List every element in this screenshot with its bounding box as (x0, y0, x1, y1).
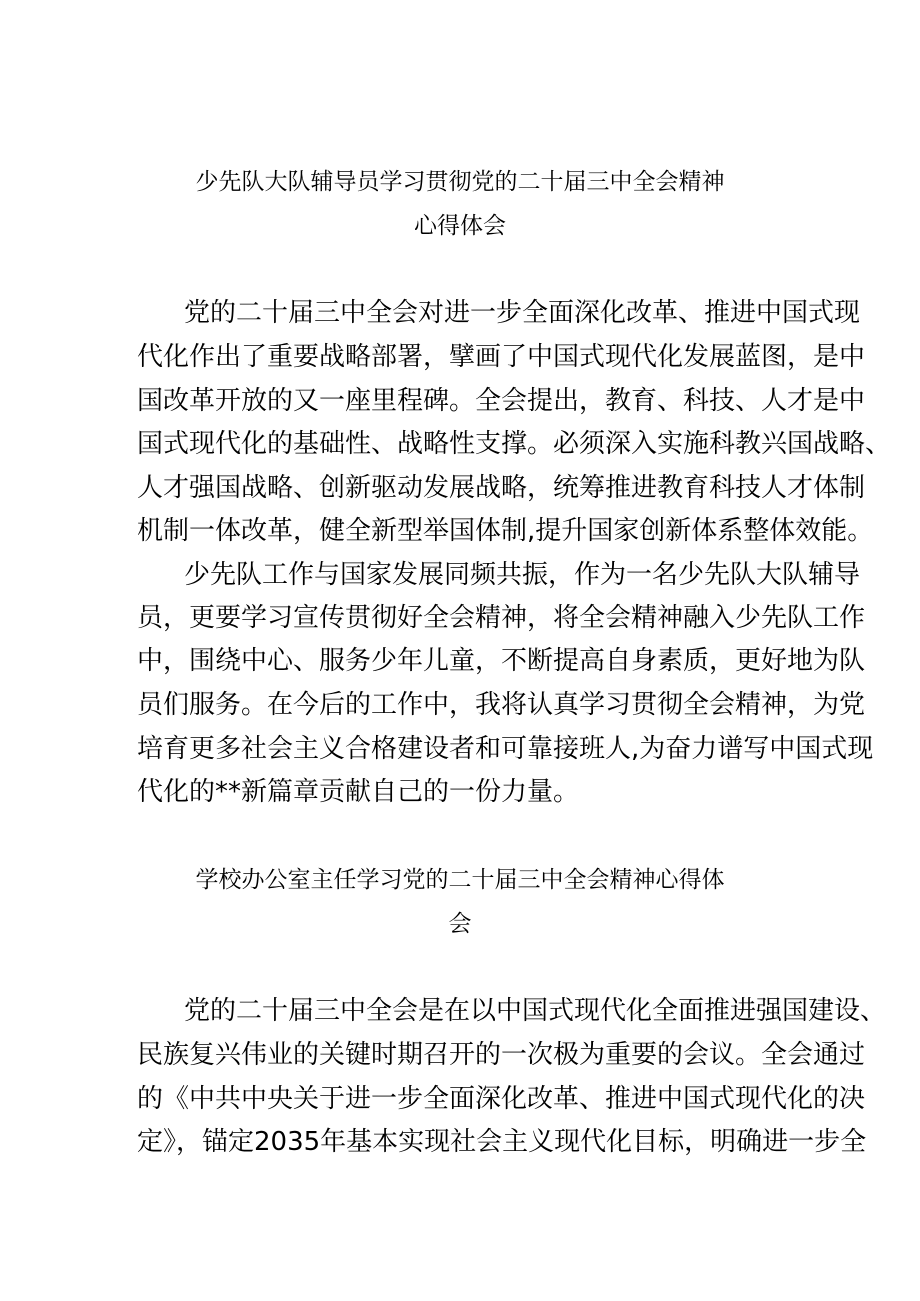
section-1-body-line: 中，围绕中心、服务少年儿童，不断提高自身素质，更好地为队 (137, 646, 866, 676)
section-1-body-line: 国式现代化的基础性、战略性支撑。必须深入实施科教兴国战略、 (137, 429, 892, 459)
section-1-body-line: 人才强国战略、创新驱动发展战略，统筹推进教育科技人才体制 (137, 473, 866, 503)
section-1-body-line: 机制一体改革，健全新型举国体制,提升国家创新体系整体效能。 (137, 516, 874, 546)
section-1-body-line: 代化的**新篇章贡献自己的一份力量。 (137, 777, 580, 807)
section-2-title-line-2: 会 (448, 911, 472, 937)
section-1-body-line: 培育更多社会主义合格建设者和可靠接班人,为奋力谱写中国式现 (137, 734, 874, 764)
section-1-body-line: 国改革开放的又一座里程碑。全会提出，教育、科技、人才是中 (137, 386, 866, 416)
section-2-body-line: 定》，锚定2035年基本实现社会主义现代化目标，明确进一步全 (137, 1127, 867, 1157)
section-2-body-line: 民族复兴伟业的关键时期召开的一次极为重要的会议。全会通过 (137, 1040, 866, 1070)
section-2-title-line-1: 学校办公室主任学习党的二十届三中全会精神心得体 (195, 867, 725, 893)
section-2-body-line: 的《中共中央关于进一步全面深化改革、推进中国式现代化的决 (137, 1084, 866, 1114)
section-1-body-line: 员们服务。在今后的工作中，我将认真学习贯彻全会精神，为党 (137, 690, 866, 720)
section-2-body-line: 党的二十届三中全会是在以中国式现代化全面推进强国建设、 (184, 996, 887, 1026)
section-1-body-line: 少先队工作与国家发展同频共振，作为一名少先队大队辅导 (184, 560, 861, 590)
section-1-title-line-2: 心得体会 (414, 213, 506, 239)
section-1-body-line: 代化作出了重要战略部署，擘画了中国式现代化发展蓝图，是中 (137, 342, 866, 372)
section-1-body-line: 党的二十届三中全会对进一步全面深化改革、推进中国式现 (184, 298, 861, 328)
section-1-title-line-1: 少先队大队辅导员学习贯彻党的二十届三中全会精神 (195, 169, 725, 195)
section-1-body-line: 员，更要学习宣传贯彻好全会精神，将全会精神融入少先队工作 (137, 603, 866, 633)
